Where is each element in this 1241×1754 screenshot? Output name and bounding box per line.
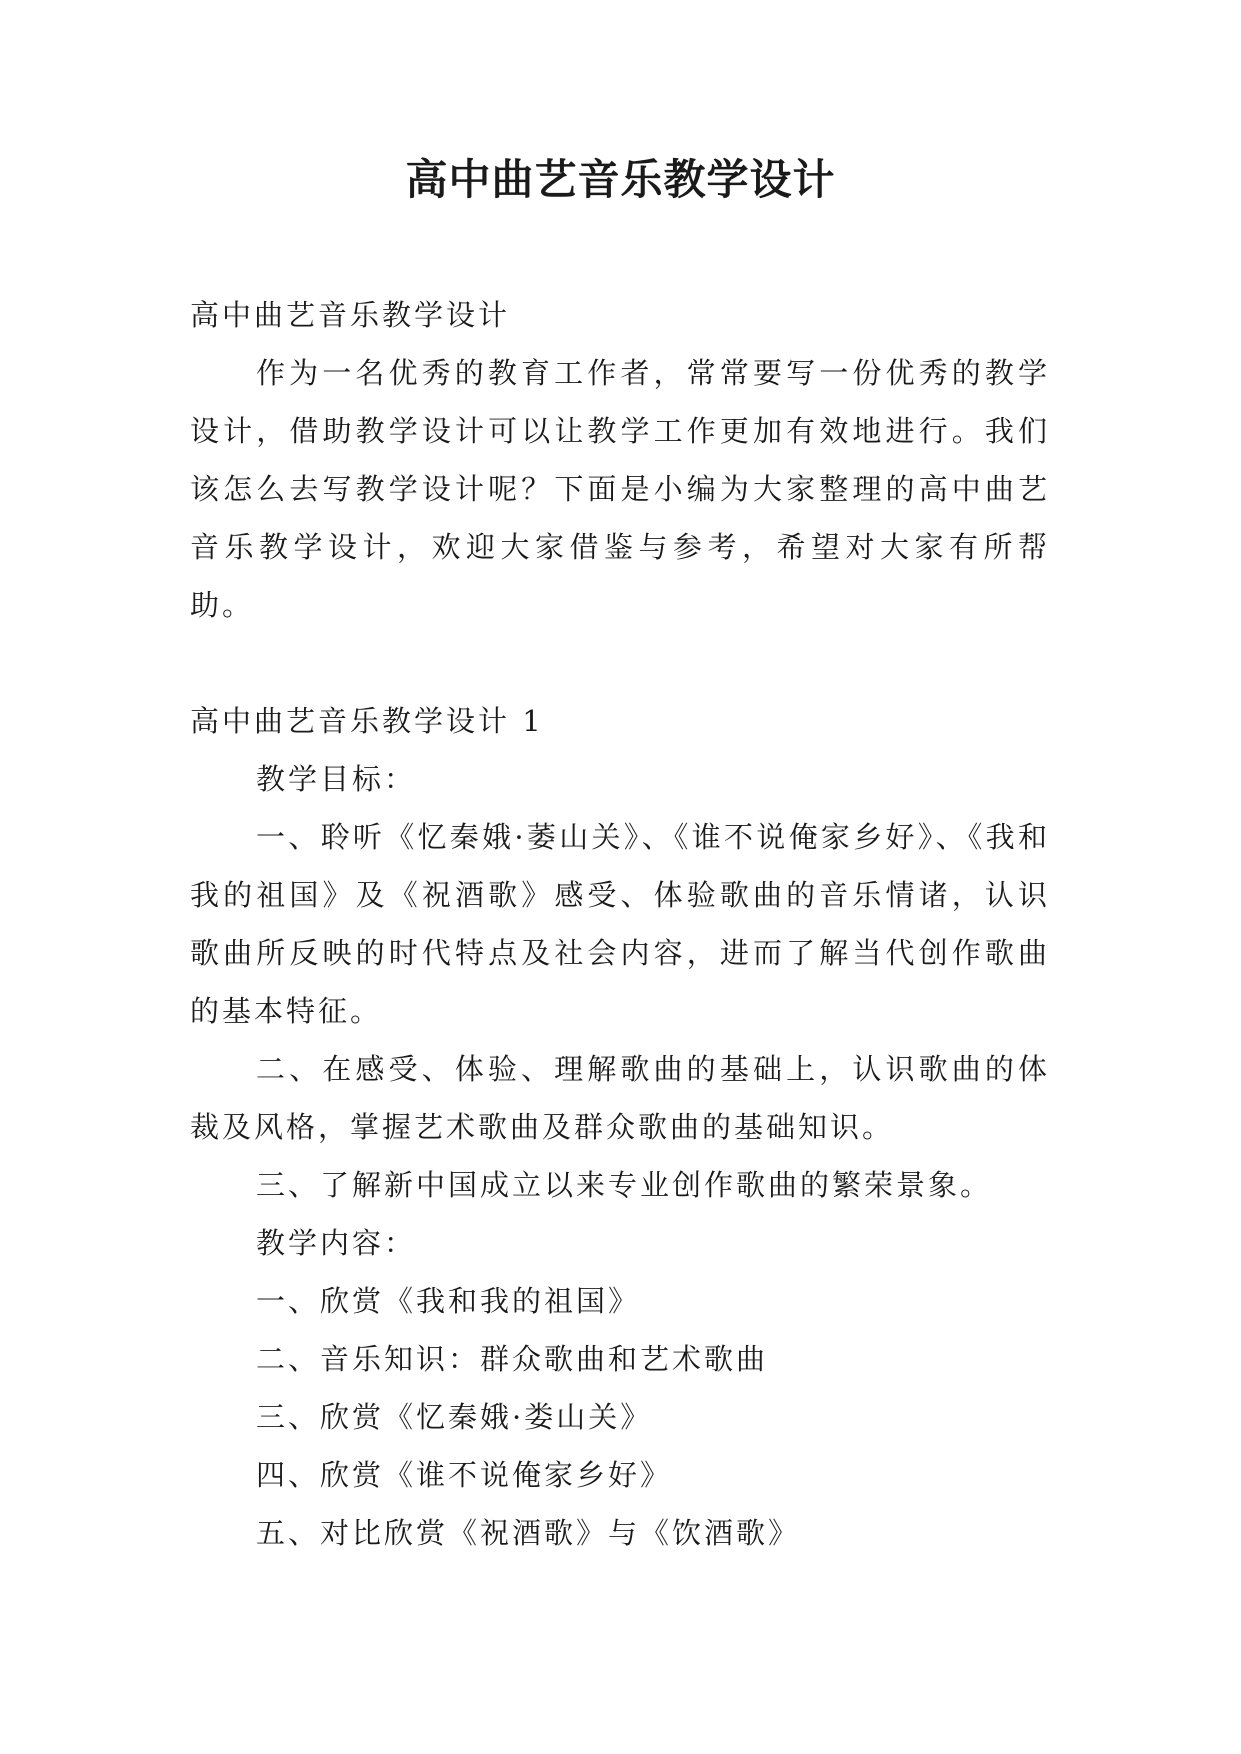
- intro-paragraph: 作为一名优秀的教育工作者，常常要写一份优秀的教学设计，借助教学设计可以让教学工作更加有效地进行。我们该怎么去写教学设计呢？下面是小编为大家整理的高中曲艺音乐教学设计，欢迎大家借鉴与参考，希望对大家有所帮助。: [190, 356, 1050, 622]
- content-label: 教学内容：: [256, 1226, 417, 1260]
- document-subtitle: 高中曲艺音乐教学设计: [190, 298, 511, 332]
- section-heading: 高中曲艺音乐教学设计 1: [190, 704, 544, 738]
- goal-item: 二、在感受、体验、理解歌曲的基础上，认识歌曲的体裁及风格，掌握艺术歌曲及群众歌曲的基础知识。: [190, 1052, 1050, 1144]
- document-body: [190, 286, 1050, 1562]
- content-item: 二、音乐知识：群众歌曲和艺术歌曲: [256, 1342, 769, 1376]
- document-title: 高中曲艺音乐教学设计: [405, 155, 836, 204]
- goal-item: 一、聆听《忆秦娥·萎山关》、《谁不说俺家乡好》、《我和我的祖国》及《祝酒歌》感受、体验歌曲的音乐情诸，认识歌曲所反映的时代特点及社会内容，进而了解当代创作歌曲的基本特征。: [190, 820, 1050, 1028]
- goals-label: 教学目标：: [256, 762, 417, 796]
- content-item: 三、欣赏《忆秦娥·娄山关》: [256, 1400, 653, 1434]
- goal-item: 三、了解新中国成立以来专业创作歌曲的繁荣景象。: [256, 1168, 993, 1202]
- content-item: 四、欣赏《谁不说俺家乡好》: [256, 1458, 673, 1492]
- content-item: 一、欣赏《我和我的祖国》: [256, 1284, 641, 1318]
- content-item: 五、对比欣赏《祝酒歌》与《饮酒歌》: [256, 1516, 801, 1550]
